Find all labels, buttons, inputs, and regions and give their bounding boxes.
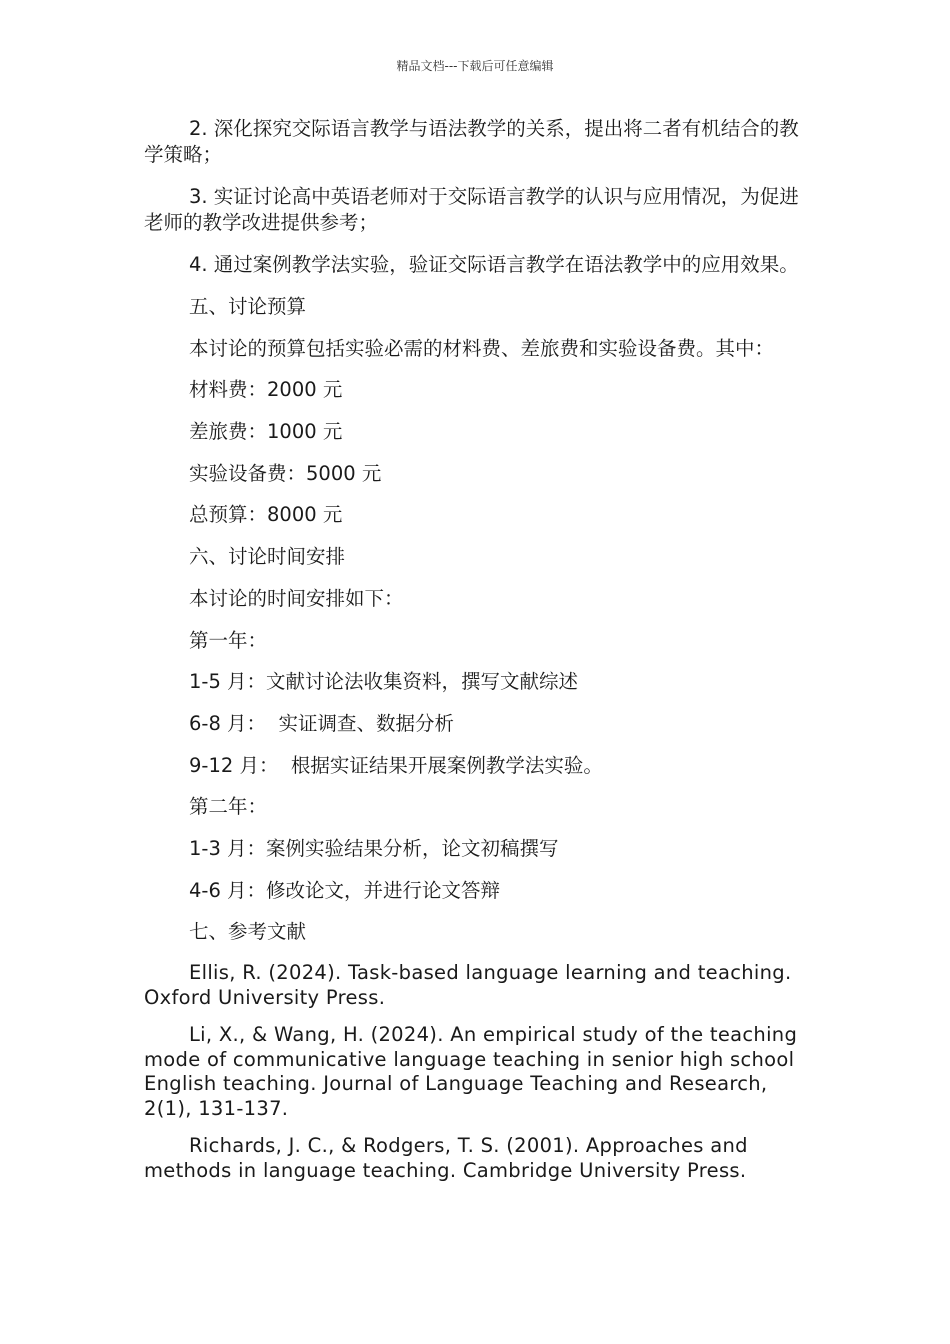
objective-item-2: 2. 深化探究交际语言教学与语法教学的关系，提出将二者有机结合的教学策略； bbox=[144, 117, 799, 166]
schedule-year2-item: 1-3 月：案例实验结果分析，论文初稿撰写 bbox=[189, 836, 559, 860]
budget-equipment: 实验设备费：5000 元 bbox=[189, 461, 382, 485]
document-body bbox=[144, 116, 800, 1196]
budget-materials: 材料费：2000 元 bbox=[189, 378, 343, 402]
budget-travel: 差旅费：1000 元 bbox=[189, 420, 343, 444]
budget-heading: 五、讨论预算 bbox=[189, 295, 307, 318]
references-heading: 七、参考文献 bbox=[189, 920, 307, 944]
objective-item-4: 4. 通过案例教学法实验，验证交际语言教学在语法教学中的应用效果。 bbox=[189, 253, 799, 276]
reference-item: Li, X., & Wang, H. (2024). An empirical study of the teaching mode of communicative language teaching in senior high school English teaching. Journal of Language Teaching and Research, 2(1), 131-137. bbox=[144, 1023, 798, 1120]
schedule-year2-item: 4-6 月：修改论文，并进行论文答辩 bbox=[189, 878, 501, 902]
reference-item: Richards, J. C., & Rodgers, T. S. (2001). Approaches and methods in language teaching. Cambridge University Press. bbox=[144, 1134, 748, 1182]
schedule-intro: 本讨论的时间安排如下： bbox=[189, 586, 404, 610]
budget-intro: 本讨论的预算包括实验必需的材料费、差旅费和实验设备费。其中： bbox=[189, 336, 775, 360]
schedule-year1-item: 9-12 月： 根据实证结果开展案例教学法实验。 bbox=[189, 753, 603, 777]
schedule-year1-item: 6-8 月： 实证调查、数据分析 bbox=[189, 711, 454, 735]
schedule-year2-label: 第二年： bbox=[189, 795, 268, 819]
schedule-heading: 六、讨论时间安排 bbox=[189, 545, 346, 569]
reference-item: Ellis, R. (2024). Task-based language learning and teaching. Oxford University Press. bbox=[144, 961, 792, 1009]
budget-total: 总预算：8000 元 bbox=[189, 503, 343, 527]
schedule-year1-item: 1-5 月：文献讨论法收集资料，撰写文献综述 bbox=[189, 670, 579, 694]
page-header-note: 精品文档---下载后可任意编辑 bbox=[396, 59, 554, 73]
objective-item-3: 3. 实证讨论高中英语老师对于交际语言教学的认识与应用情况，为促进老师的教学改进提供参考； bbox=[144, 185, 799, 234]
schedule-year1-label: 第一年： bbox=[189, 628, 268, 652]
